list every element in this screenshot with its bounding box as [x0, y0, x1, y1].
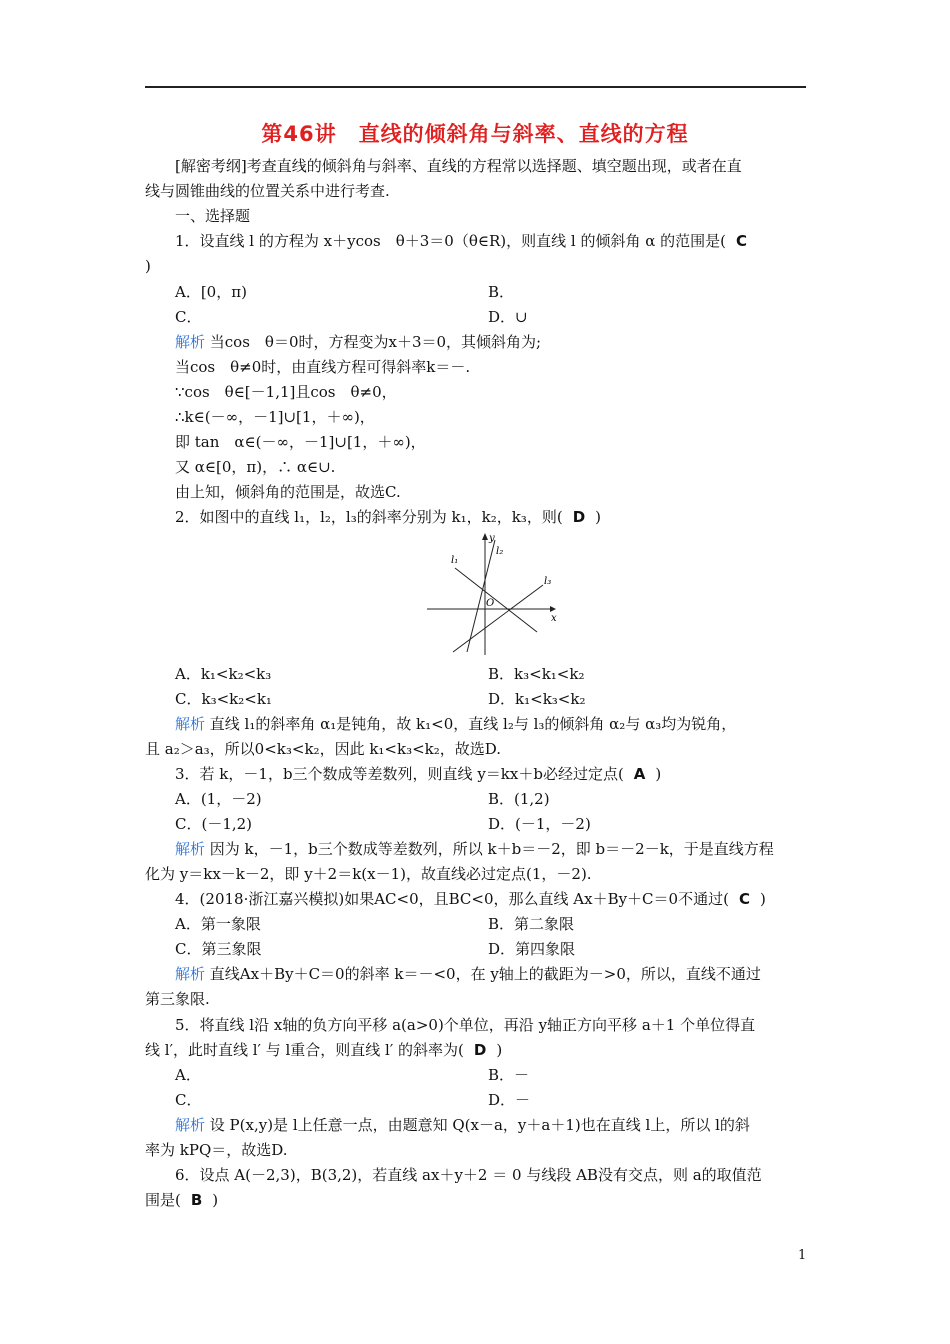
line-l1: [455, 568, 537, 632]
q5-stem-line-2: [145, 1040, 502, 1060]
q4-option-a: A．第一象限: [175, 915, 261, 933]
q3-solution-label: 解析: [175, 840, 206, 858]
y-axis-label: y: [489, 533, 495, 544]
l2-label: l₂: [496, 546, 504, 557]
q1-solution-text-1: 当cos θ＝0时，方程变为x＋3＝0，其倾斜角为;: [205, 333, 542, 351]
q3-option-c: C．(－1,2): [175, 815, 253, 833]
q1-stem-text: 1．设直线 l 的方程为 x＋ycos θ＋3＝0（θ∈R)，则直线 l 的倾斜角 α 的范围是(: [175, 232, 726, 250]
q1-answer: C: [735, 232, 747, 250]
l1-label: l₁: [451, 555, 459, 566]
q2-solution-line-2: 且 a₂＞a₃，所以0<k₃<k₂，因此 k₁<k₃<k₂，故选D.: [145, 740, 502, 758]
q3-option-b: B．(1,2): [488, 790, 550, 808]
q2-option-b: B．k₃<k₁<k₂: [488, 665, 585, 683]
q5-option-d: D．－: [488, 1091, 531, 1109]
q6-stem-line-1: 6．设点 A(－2,3)，B(3,2)，若直线 ax＋y＋2 ＝ 0 与线段 AB没有交点，则 a的取值范: [175, 1166, 762, 1184]
q1-option-b: B．: [488, 283, 515, 301]
q4-solution-line-2: 第三象限.: [145, 990, 210, 1008]
q4-option-d: D．第四象限: [488, 940, 576, 958]
q3-close: ): [655, 765, 662, 783]
q5-option-a: A．: [175, 1066, 201, 1084]
q2-answer: D: [572, 508, 586, 526]
q1-solution-line-6: 又 α∈[0，π)，∴ α∈∪.: [175, 458, 336, 476]
q4-option-b: B．第二象限: [488, 915, 575, 933]
q3-answer: A: [633, 765, 646, 783]
syllabus-line-2: 线与圆锥曲线的位置关系中进行考查.: [145, 182, 390, 200]
q2-stem-text: 2．如图中的直线 l₁，l₂，l₃的斜率分别为 k₁，k₂，k₃，则(: [175, 508, 563, 526]
header-rule: [145, 86, 806, 88]
q2-solution-line-1: [175, 714, 736, 734]
lesson-title: 第46讲 直线的倾斜角与斜率、直线的方程: [261, 122, 689, 146]
q4-stem: [175, 889, 766, 909]
q3-solution-text-1: 因为 k，－1，b三个数成等差数列，所以 k＋b＝－2，即 b＝－2－k，于是直线方程: [205, 840, 774, 858]
q2-solution-text-1: 直线 l₁的斜率角 α₁是钝角，故 k₁<0，直线 l₂与 l₃的倾斜角 α₂与 α₃均为锐角，: [205, 715, 737, 733]
q4-solution-text-1: 直线Ax＋By＋C＝0的斜率 k＝－<0，在 y轴上的截距为－>0，所以，直线不通过: [205, 965, 761, 983]
x-axis-arrow-icon: [550, 606, 556, 612]
q5-option-b: B．－: [488, 1066, 530, 1084]
q2-stem: [175, 507, 601, 527]
q3-stem: [175, 764, 661, 784]
q5-stem-text-2: 线 l′，此时直线 l′ 与 l重合，则直线 l′ 的斜率为(: [145, 1041, 464, 1059]
q1-solution-line-3: ∵cos θ∈[－1,1]且cos θ≠0，: [175, 383, 397, 401]
q5-answer: D: [473, 1041, 487, 1059]
q1-solution-label: 解析: [175, 333, 206, 351]
x-axis-label: x: [551, 613, 557, 624]
q3-stem-text: 3．若 k，－1，b三个数成等差数列，则直线 y＝kx＋b必经过定点(: [175, 765, 624, 783]
q2-option-a: A．k₁<k₂<k₃: [175, 665, 272, 683]
q1-solution-line-7: 由上知，倾斜角的范围是，故选C.: [175, 483, 401, 501]
origin-label: O: [486, 598, 495, 609]
line-slope-figure: [425, 530, 560, 660]
q5-solution-line-1: [175, 1115, 750, 1135]
q2-option-c: C．k₃<k₂<k₁: [175, 690, 272, 708]
q4-option-c: C．第三象限: [175, 940, 262, 958]
q3-option-d: D．(－1，－2): [488, 815, 591, 833]
q4-stem-text: 4．(2018·浙江嘉兴模拟)如果AC<0，且BC<0，那么直线 Ax＋By＋C＝0不通过(: [175, 890, 729, 908]
q5-solution-text-1: 设 P(x,y)是 l上任意一点，由题意知 Q(x－a，y＋a＋1)也在直线 l上，所以 l的斜: [205, 1116, 750, 1134]
q5-solution-line-2: 率为 kPQ＝，故选D.: [145, 1141, 288, 1159]
q1-solution-line-4: ∴k∈(－∞，－1]∪[1，＋∞)，: [175, 408, 375, 426]
q1-option-d: D．∪: [488, 308, 528, 326]
line-l3: [453, 585, 543, 652]
q1-stem: [175, 231, 757, 251]
q5-close: ): [496, 1041, 503, 1059]
q3-option-a: A．(1，－2): [175, 790, 262, 808]
q5-solution-label: 解析: [175, 1116, 206, 1134]
q6-close: ): [212, 1191, 219, 1209]
q1-solution-line-1: [175, 332, 541, 352]
q1-solution-line-2: 当cos θ≠0时，由直线方程可得斜率k＝－.: [175, 358, 471, 376]
q1-close: ): [145, 257, 151, 275]
q2-option-d: D．k₁<k₃<k₂: [488, 690, 586, 708]
q2-close: ): [595, 508, 601, 526]
l3-label: l₃: [544, 576, 552, 587]
q4-solution-line-1: [175, 964, 761, 984]
q1-solution-line-5: 即 tan α∈(－∞，－1]∪[1，＋∞)，: [175, 433, 426, 451]
q2-solution-label: 解析: [175, 715, 206, 733]
q1-option-c: C．: [175, 308, 202, 326]
section-heading: 一、选择题: [175, 207, 251, 225]
q6-stem-text-2: 围是(: [145, 1191, 181, 1209]
q6-answer: B: [190, 1191, 203, 1209]
q4-close: ): [759, 890, 766, 908]
q4-answer: C: [738, 890, 750, 908]
q5-stem-line-1: 5．将直线 l沿 x轴的负方向平移 a(a>0)个单位，再沿 y轴正方向平移 a＋1 个单位得直: [175, 1016, 756, 1034]
q6-stem-line-2: [145, 1190, 218, 1210]
q4-solution-label: 解析: [175, 965, 206, 983]
q5-option-c: C．: [175, 1091, 202, 1109]
q3-solution-line-1: [175, 839, 774, 859]
y-axis-arrow-icon: [482, 533, 488, 540]
page-number: 1: [798, 1248, 807, 1263]
q3-solution-line-2: 化为 y＝kx－k－2，即 y＋2＝k(x－1)，故直线必过定点(1，－2).: [145, 865, 592, 883]
q1-option-a: A．[0，π): [175, 283, 247, 301]
syllabus-line-1: [解密考纲]考查直线的倾斜角与斜率、直线的方程常以选择题、填空题出现，或者在直: [175, 157, 742, 175]
